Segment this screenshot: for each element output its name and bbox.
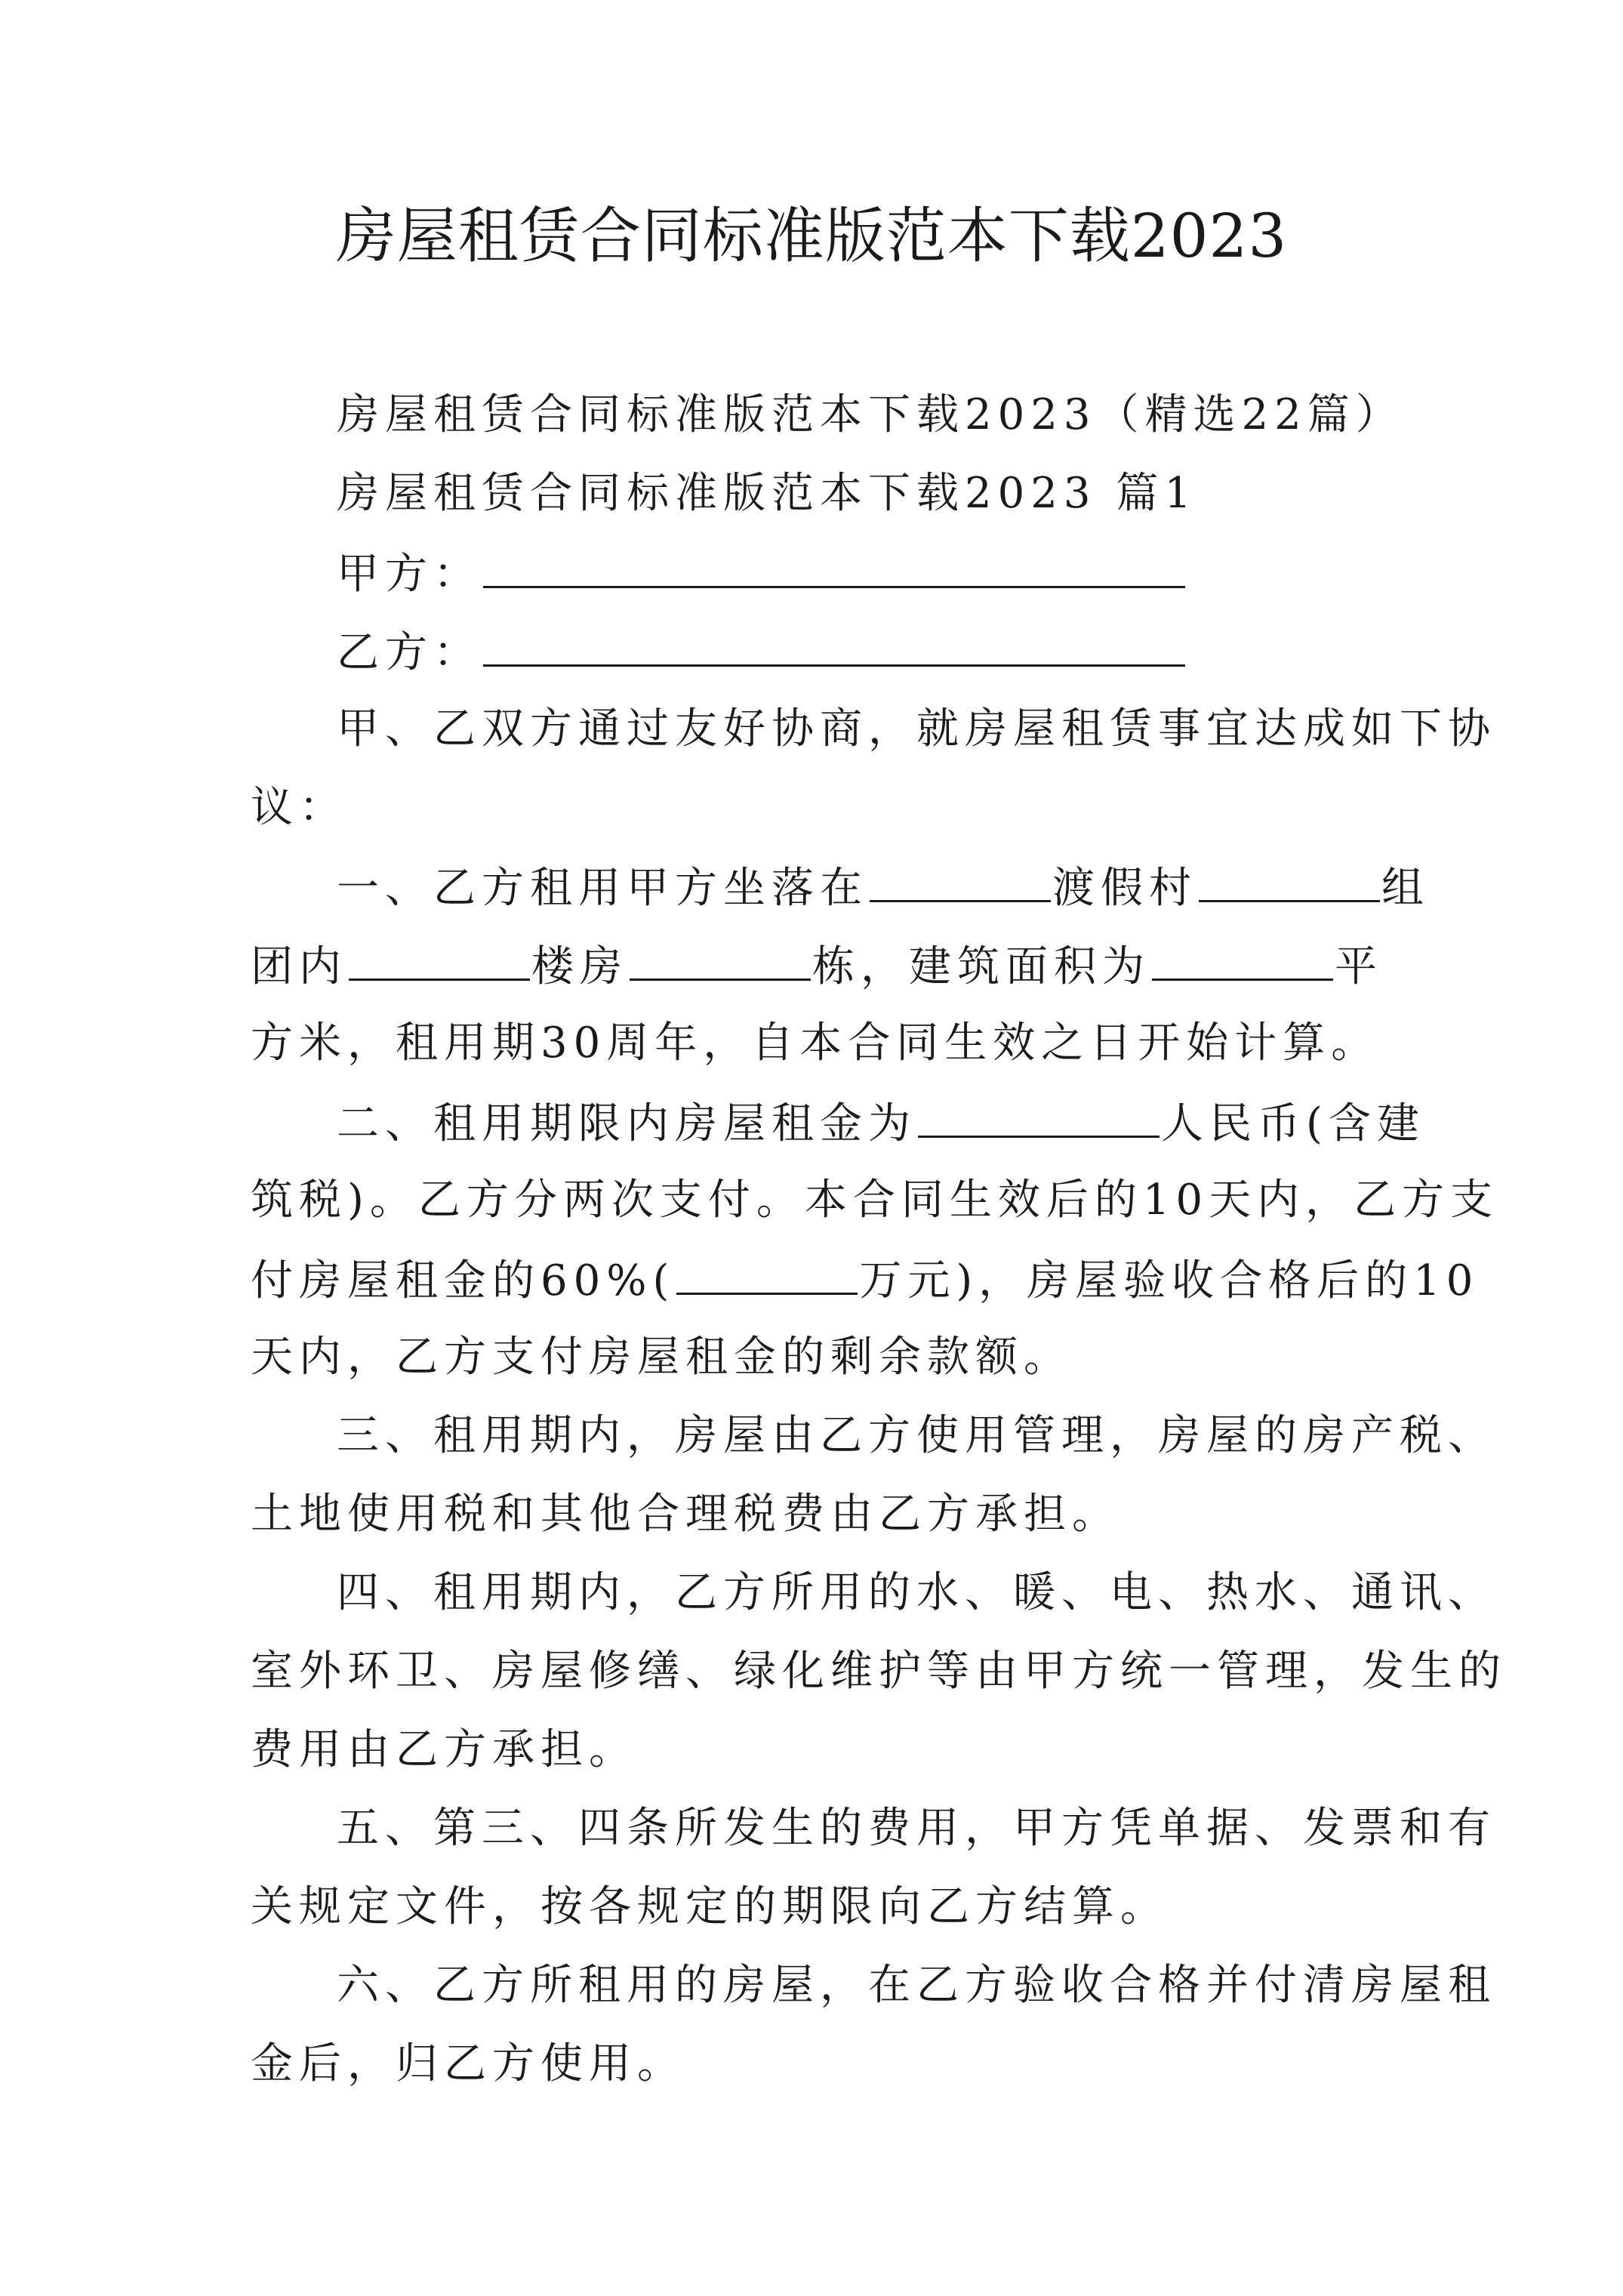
intro-line-2: 议： <box>251 783 347 832</box>
clause3-line-1: 三、租用期内，房屋由乙方使用管理，房屋的房产税、 <box>337 1411 1496 1460</box>
clause1-text-a: 一、乙方租用甲方坐落在 <box>337 864 868 913</box>
clause1-text-b: 渡假村 <box>1052 864 1197 913</box>
clause2-text-b: 人民币(含建 <box>1161 1099 1425 1148</box>
clause6-line-2: 金后，归乙方使用。 <box>251 2039 685 2088</box>
party-b-label: 乙方： <box>337 628 482 677</box>
clause4-line-3: 费用由乙方承担。 <box>251 1725 637 1774</box>
building-blank <box>630 935 811 981</box>
clause4-line-2: 室外环卫、房屋修缮、绿化维护等由甲方统一管理，发生的 <box>251 1647 1507 1696</box>
document-title: 房屋租赁合同标准版范本下载2023 <box>335 201 1288 271</box>
clause5-line-2: 关规定文件，按各规定的期限向乙方结算。 <box>251 1882 1169 1931</box>
section-heading: 房屋租赁合同标准版范本下载2023 篇1 <box>337 469 1197 518</box>
intro-line-1: 甲、乙双方通过友好协商，就房屋租赁事宜达成如下协 <box>337 704 1496 754</box>
rent-blank <box>918 1092 1160 1138</box>
area-blank <box>1152 935 1333 981</box>
clause2-text-a: 二、租用期限内房屋租金为 <box>337 1099 916 1148</box>
clause5-line-1: 五、第三、四条所发生的费用，甲方凭单据、发票和有 <box>337 1804 1496 1853</box>
clause2-text-c: 付房屋租金的60%( <box>251 1256 676 1305</box>
clause1-text-c: 组 <box>1381 864 1430 913</box>
party-a-blank <box>483 542 1185 588</box>
clause1-line-3: 方米，租用期30周年，自本合同生效之日开始计算。 <box>251 1019 1380 1068</box>
party-a-line <box>337 542 1187 605</box>
clause1-text-g: 平 <box>1335 942 1383 991</box>
clause6-line-1: 六、乙方所租用的房屋，在乙方验收合格并付清房屋租 <box>337 1961 1496 2010</box>
clause4-line-1: 四、租用期内，乙方所用的水、暖、电、热水、通讯、 <box>337 1568 1496 1617</box>
party-a-label: 甲方： <box>337 550 482 599</box>
deposit-blank <box>676 1249 858 1295</box>
document-subtitle: 房屋租赁合同标准版范本下载2023（精选22篇） <box>337 390 1404 439</box>
clause1-text-e: 楼房 <box>531 942 628 991</box>
clause2-line-4: 天内，乙方支付房屋租金的剩余款额。 <box>251 1333 1072 1382</box>
clause1-text-f: 栋，建筑面积为 <box>812 942 1150 991</box>
clause2-text-d: 万元)，房屋验收合格后的10 <box>859 1256 1480 1305</box>
clause2-line-2: 筑税)。乙方分两次支付。本合同生效后的10天内，乙方支 <box>251 1176 1499 1225</box>
party-b-line <box>337 621 1187 683</box>
clause3-line-2: 土地使用税和其他合理税费由乙方承担。 <box>251 1490 1120 1539</box>
clause1-text-d: 团内 <box>251 942 347 991</box>
group-blank <box>349 935 530 981</box>
party-b-blank <box>483 621 1185 667</box>
clause2-line-1 <box>337 1092 1425 1154</box>
clause1-line-1 <box>337 856 1430 919</box>
location-blank <box>870 856 1051 902</box>
clause1-line-2 <box>251 935 1383 997</box>
resort-blank <box>1199 856 1380 902</box>
clause2-line-3 <box>251 1249 1479 1311</box>
